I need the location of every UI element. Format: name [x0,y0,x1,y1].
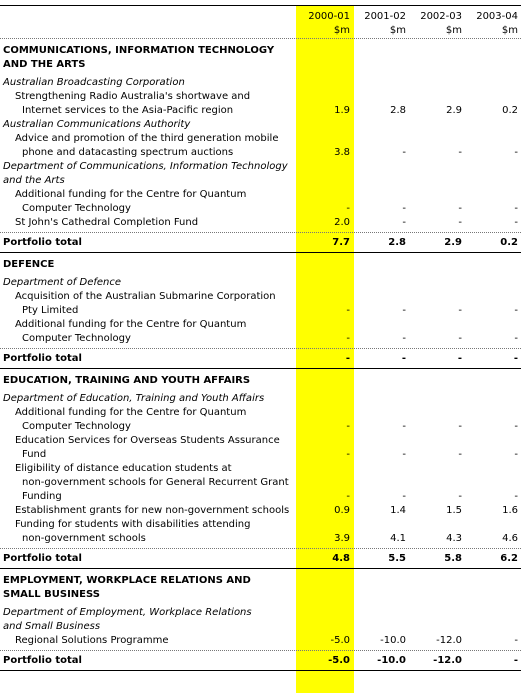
value-2001-02: - [402,305,406,316]
value-2001-02: 4.1 [390,533,406,544]
agency-name [0,606,521,634]
section-heading-label: EMPLOYMENT, WORKPLACE RELATIONS AND SMALL BUSINESS [3,575,251,600]
agency-name [0,392,521,406]
portfolio-total-row [0,654,521,668]
table-row-label: Strengthening Radio Australia's shortwave and Internet services to the Asia-Pacific region [15,91,251,116]
value-2002-03: 2.9 [446,105,462,116]
value-2000-01: 2.0 [334,217,350,228]
portfolio-total-row-label: Portfolio total [3,553,82,564]
section-divider [0,252,521,253]
unit-label: $m [333,25,350,36]
value-2002-03: 5.8 [444,553,462,564]
portfolio-total-row [0,552,521,566]
value-2001-02: - [402,449,406,460]
value-2002-03: - [458,147,462,158]
table-row-label: Funding for students with disabilities attending non-government schools [15,519,251,544]
value-2001-02: - [401,353,406,364]
section-heading [0,374,521,388]
value-2002-03: - [458,333,462,344]
value-2000-01: - [346,333,350,344]
value-2003-04: - [514,449,518,460]
section-heading-label: EDUCATION, TRAINING AND YOUTH AFFAIRS [3,375,251,386]
table-row-label: Additional funding for the Centre for Quantum Computer Technology [15,189,247,214]
column-header-2002-03 [410,10,462,38]
table-row-label: Education Services for Overseas Students Assurance Fund [15,435,280,460]
value-2001-02: -10.0 [380,635,406,646]
table-row [0,290,521,318]
portfolio-total-row-label: Portfolio total [3,237,82,248]
value-2001-02: 1.4 [390,505,406,516]
agency-name [0,118,521,132]
value-2003-04: - [514,147,518,158]
value-2002-03: - [458,305,462,316]
value-2003-04: - [513,353,518,364]
year-label: 2000-01 [308,11,350,22]
value-2001-02: - [402,421,406,432]
total-divider [0,232,521,233]
value-2002-03: -12.0 [433,655,462,666]
value-2000-01: 4.8 [332,553,350,564]
section-heading [0,258,521,272]
value-2003-04: - [514,333,518,344]
value-2000-01: - [346,421,350,432]
value-2003-04: - [514,421,518,432]
value-2001-02: 5.5 [388,553,406,564]
value-2002-03: -12.0 [436,635,462,646]
value-2000-01: 7.7 [332,237,350,248]
table-row [0,132,521,160]
value-2003-04: 0.2 [500,237,518,248]
agency-name-label: Australian Communications Authority [3,119,191,130]
year-label: 2002-03 [420,11,462,22]
value-2000-01: - [346,305,350,316]
value-2000-01: 0.9 [334,505,350,516]
section-divider [0,670,521,671]
value-2003-04: - [514,491,518,502]
value-2000-01: 1.9 [334,105,350,116]
value-2001-02: 2.8 [388,237,406,248]
value-2003-04: - [514,305,518,316]
unit-label: $m [501,25,518,36]
value-2003-04: - [514,203,518,214]
agency-name [0,160,521,188]
table-row [0,188,521,216]
year-label: 2001-02 [364,11,406,22]
section-heading [0,574,521,602]
table-row [0,434,521,462]
portfolio-total-row-label: Portfolio total [3,353,82,364]
value-2002-03: 2.9 [444,237,462,248]
value-2000-01: 3.9 [334,533,350,544]
value-2003-04: 1.6 [502,505,518,516]
section-heading-label: DEFENCE [3,259,55,270]
value-2001-02: - [402,147,406,158]
table-row-label: Establishment grants for new non-government schools [15,505,290,516]
column-header-2000-01 [296,10,350,38]
agency-name-label: Department of Education, Training and Youth Affairs [3,393,265,404]
value-2001-02: -10.0 [377,655,406,666]
value-2002-03: - [458,421,462,432]
total-divider [0,548,521,549]
section-heading-label: COMMUNICATIONS, INFORMATION TECHNOLOGY AND THE ARTS [3,45,275,70]
table-row-label: Acquisition of the Australian Submarine Corporation Pty Limited [15,291,276,316]
value-2000-01: -5.0 [330,635,350,646]
value-2002-03: - [458,491,462,502]
table-top-rule [0,5,521,6]
value-2000-01: - [346,203,350,214]
value-2002-03: - [458,203,462,214]
table-row-label: Regional Solutions Programme [15,635,169,646]
value-2003-04: - [514,217,518,228]
value-2003-04: 0.2 [502,105,518,116]
value-2000-01: -5.0 [328,655,350,666]
value-2000-01: 3.8 [334,147,350,158]
value-2002-03: - [458,217,462,228]
value-2001-02: - [402,203,406,214]
table-row-label: Eligibility of distance education students at non-government schools for General Recurrent Grant Funding [15,463,289,502]
table-row-label: St John's Cathedral Completion Fund [15,217,199,228]
value-2001-02: - [402,491,406,502]
table-row-label: Additional funding for the Centre for Quantum Computer Technology [15,407,247,432]
table-row-label: Additional funding for the Centre for Quantum Computer Technology [15,319,247,344]
agency-name-label: Australian Broadcasting Corporation [3,77,185,88]
agency-name [0,76,521,90]
table-row [0,462,521,504]
unit-label: $m [445,25,462,36]
header-divider [0,38,521,39]
value-2003-04: - [514,635,518,646]
value-2001-02: 2.8 [390,105,406,116]
section-divider [0,368,521,369]
value-2002-03: 4.3 [446,533,462,544]
column-header-2003-04 [466,10,518,38]
table-row [0,216,521,230]
section-divider [0,568,521,569]
agency-name-label: Department of Defence [3,277,122,288]
agency-name [0,276,521,290]
portfolio-total-row [0,352,521,366]
year-label: 2003-04 [476,11,518,22]
column-header-2001-02 [354,10,406,38]
agency-name-label: Department of Employment, Workplace Relations and Small Business [3,607,252,632]
value-2000-01: - [345,353,350,364]
table-row [0,406,521,434]
portfolio-total-row [0,236,521,250]
unit-label: $m [389,25,406,36]
section-heading [0,44,521,72]
value-2002-03: - [457,353,462,364]
value-2001-02: - [402,217,406,228]
value-2002-03: - [458,449,462,460]
value-2000-01: - [346,491,350,502]
total-divider [0,650,521,651]
value-2002-03: 1.5 [446,505,462,516]
agency-name-label: Department of Communications, Information Technology and the Arts [3,161,288,186]
table-row [0,634,521,648]
table-row [0,318,521,346]
value-2003-04: - [513,655,518,666]
table-row [0,90,521,118]
portfolio-total-row-label: Portfolio total [3,655,82,666]
value-2003-04: 6.2 [500,553,518,564]
value-2001-02: - [402,333,406,344]
total-divider [0,348,521,349]
value-2000-01: - [346,449,350,460]
table-row [0,504,521,518]
table-row [0,518,521,546]
table-row-label: Advice and promotion of the third generation mobile phone and datacasting spectrum auctions [15,133,279,158]
value-2003-04: 4.6 [502,533,518,544]
